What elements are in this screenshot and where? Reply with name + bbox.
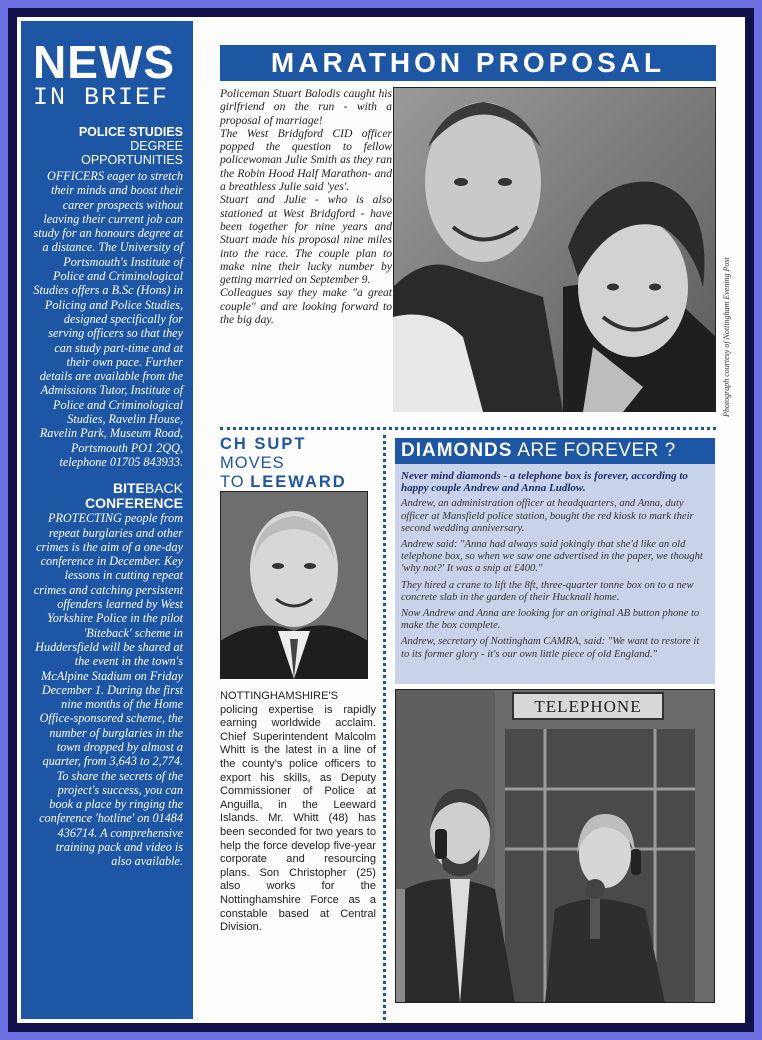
dotted-divider (383, 435, 386, 1020)
diamonds-para: Now Andrew and Anna are looking for an original AB button phone to make the box complete. (401, 608, 700, 632)
photo-credit: Photograph courtesy of Nottingham Evening Post (722, 257, 731, 417)
degree-opportunities-subheading: DEGREE OPPORTUNITIES (81, 139, 183, 167)
couple-photo (393, 87, 716, 412)
in-brief-title: IN BRIEF (33, 83, 170, 112)
whitt-portrait (220, 491, 368, 679)
marathon-story (220, 87, 392, 326)
telephone-box-photo (395, 689, 715, 1003)
marathon-para: The West Bridgford CID officer popped the question to fellow policewoman Julie Smith as they ran the Robin Hood Half Marathon- and a breathless Julie said 'yes'. (220, 126, 392, 194)
ch-supt-story: NOTTINGHAMSHIRE'S policing expertise is rapidly earning worldwide acclaim. Chief Superintendent Malcolm Whitt is the latest in a line of the county's police officers to export his skills, as Deputy Commissioner of Police at Anguilla, in the Leeward Islands. Mr. Whitt (48) has been seconded for two years to help the force develop five-year corporate and resourcing plans. Son Christopher (25) also works for the Nottinghamshire Force as a constable based at Central Division. (220, 690, 376, 934)
dotted-divider (220, 427, 716, 430)
marathon-para: Stuart and Julie - who is also stationed at West Bridgford - have been together for nine years and Stuart made his proposal nine miles into the race. The couple plan to make nine their lucky number by getting married on September 9. (220, 193, 392, 287)
marathon-para: Colleagues say they make "a great couple" and are looking forward to the big day. (220, 286, 392, 327)
biteback-body: PROTECTING people from repeat burglaries and other crimes is the aim of a one-day conference in December. Key lessons in cutting repeat crimes and catching persistent offenders learned by West Yorkshire Police in the pilot 'Biteback' scheme in Huddersfield will be shared at the event in the town's McAlpine Stadium on Friday December 1. During the first nine months of the Home Office-sponsored scheme, the number of burglaries in the town dropped by almost a quarter, from 3,643 to 2,774. To share the secrets of the project's success, you can book a place by ringing the conference 'hotline' on 01484 436714. A comprehensive training pack and video is also available. (33, 511, 183, 869)
news-title: NEWS (33, 36, 175, 88)
are-forever-words: ARE FOREVER ? (517, 440, 676, 461)
marathon-headline: MARATHON PROPOSAL (220, 45, 716, 81)
diamonds-story (395, 464, 715, 684)
to-word: TO (220, 473, 245, 491)
leeward-islands-word: LEEWARD (250, 473, 347, 491)
diamonds-para: Andrew, an administration officer at headquarters, and Anna, duty officer at Mansfield police station, bought the red kiosk to mark their second wedding anniversary. (401, 498, 694, 534)
diamonds-lead: Never mind diamonds - a telephone box is forever, according to happy couple Andrew and Anna Ludlow. (401, 470, 688, 495)
biteback-heading (33, 481, 183, 511)
magazine-page (17, 17, 745, 1023)
diamonds-para: They hired a crane to lift the 8ft, three-quarter tonne box on to a new concrete slab in the garden of their Hucknall home. (401, 579, 694, 603)
diamonds-para: Andrew, secretary of Nottingham CAMRA, said: "We want to restore it to its former glory - it's our own little piece of old England." (401, 636, 700, 660)
diamonds-word: DIAMONDS (401, 440, 513, 461)
marathon-para: Policeman Stuart Balodis caught his girlfriend on the run - with a proposal of marriage! (220, 87, 392, 127)
news-in-brief-sidebar (21, 21, 193, 1019)
diamonds-headline (395, 438, 715, 464)
police-studies-body: OFFICERS eager to stretch their minds and boost their career prospects without leaving their current job can study for an honours degree at a distance. The University of Portsmouth's Institute of Police and Criminological Studies offers a B.Sc (Hons) in Policing and Police Studies, designed specifically for serving officers so that they can study part-time and at their own pace. Further details are available from the Admissions Tutor, Institute of Police and Criminological Studies, Ravelin House, Ravelin Park, Museum Road, Portsmouth PO1 2QQ, telephone 01705 843933. (33, 169, 183, 469)
telephone-sign: TELEPHONE (534, 697, 642, 716)
ch-supt-word: CH SUPT (220, 435, 307, 453)
police-studies-heading: POLICE STUDIES (78, 125, 183, 139)
conference-word: CONFERENCE (84, 495, 183, 512)
moves-word: MOVES (220, 454, 285, 472)
biteback-bold: BITE (112, 480, 145, 497)
diamonds-para: Andrew said: "Anna had always said jokingly that she'd like an old telephone box, so when we saw one advertised in the paper, we thought 'why not?' It was a snip at £400." (401, 539, 703, 575)
biteback-light: BACK (144, 480, 183, 497)
